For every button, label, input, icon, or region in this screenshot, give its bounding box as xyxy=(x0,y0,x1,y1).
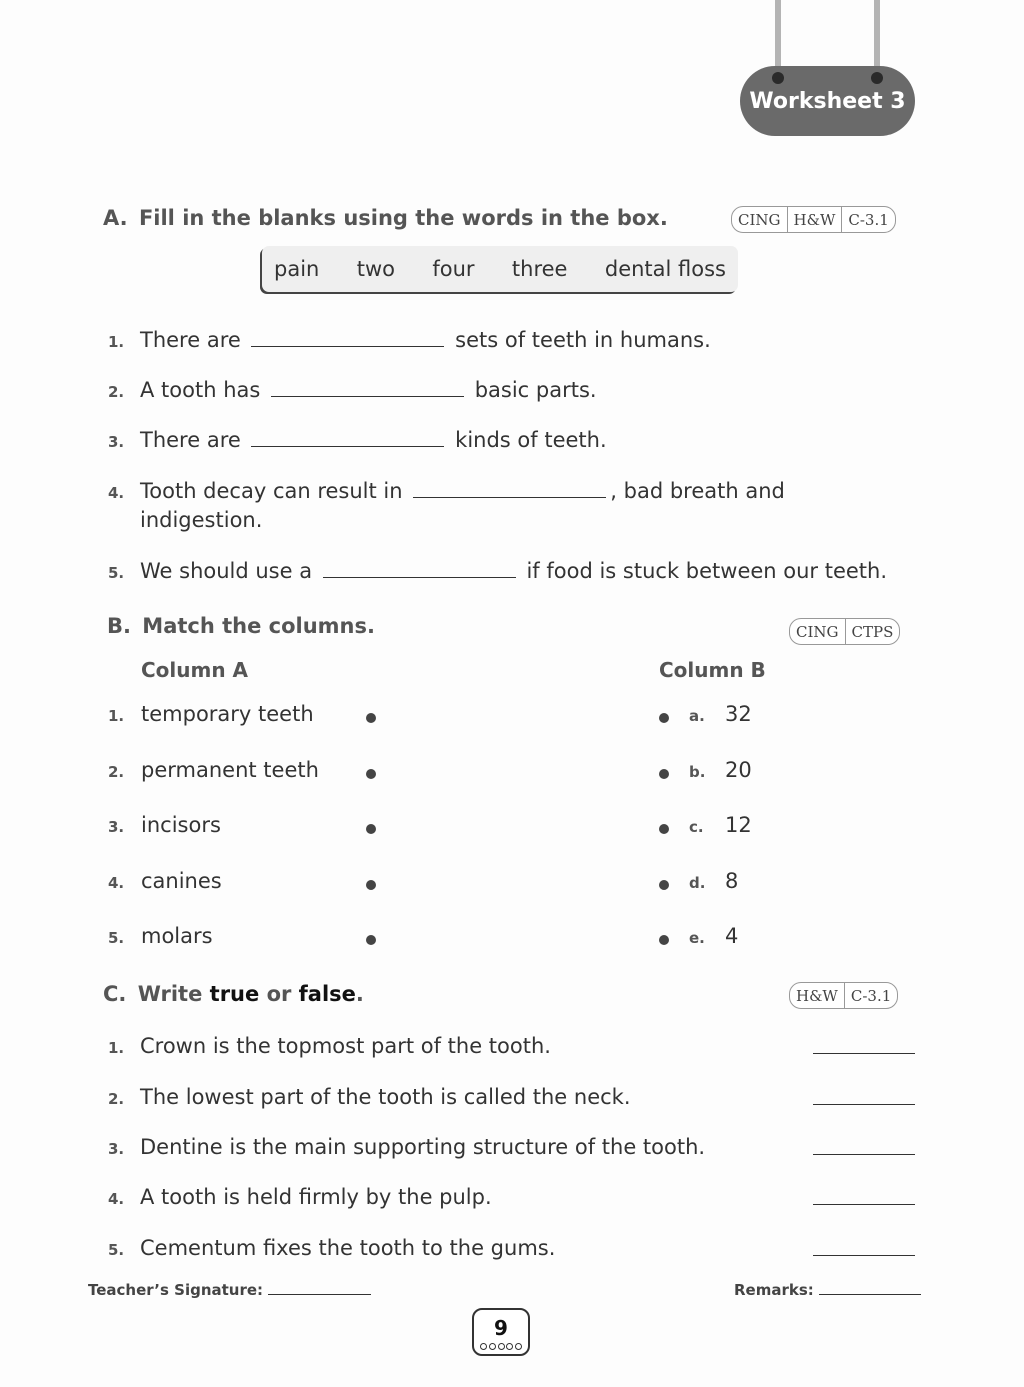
column-a-item: canines xyxy=(141,869,222,893)
badge-c31: C-3.1 xyxy=(841,207,894,232)
badge-hw: H&W xyxy=(787,207,842,232)
column-a-item: incisors xyxy=(141,813,221,837)
badge-cing: CING xyxy=(738,210,781,229)
teacher-signature-line[interactable] xyxy=(268,1280,371,1295)
true-false-question xyxy=(108,1082,631,1114)
question-text-after: basic parts. xyxy=(474,378,597,402)
tag-string-left xyxy=(775,0,781,72)
fill-question xyxy=(108,325,711,357)
question-text-after: if food is stuck between our teeth. xyxy=(526,559,888,583)
teacher-signature-label: Teacher’s Signature: xyxy=(88,1281,264,1299)
section-b-title xyxy=(107,614,375,638)
section-c-period: . xyxy=(355,982,364,1006)
bead xyxy=(489,1343,496,1350)
fill-question xyxy=(108,375,597,407)
remarks xyxy=(734,1280,921,1299)
row-number: 4. xyxy=(108,874,125,892)
badge-cing: CING xyxy=(796,622,839,641)
section-b-heading: Match the columns. xyxy=(142,614,375,638)
answer-blank[interactable] xyxy=(323,557,516,578)
row-number: 5. xyxy=(108,929,125,947)
right-dot[interactable] xyxy=(659,713,669,723)
section-a-title xyxy=(103,206,668,230)
column-b-item: 12 xyxy=(725,813,752,837)
left-dot[interactable] xyxy=(366,824,376,834)
question-number: 2. xyxy=(108,1090,125,1108)
remarks-line[interactable] xyxy=(819,1280,921,1295)
question-text-before: We should use a xyxy=(140,559,313,583)
true-false-answer-line[interactable] xyxy=(813,1204,915,1205)
section-a-heading: Fill in the blanks using the words in the box. xyxy=(138,206,668,230)
section-c-letter: C. xyxy=(103,982,127,1006)
section-c-true: true xyxy=(209,982,260,1006)
tag-knob-left xyxy=(772,72,784,84)
section-a-badges xyxy=(731,206,896,233)
column-b-header: Column B xyxy=(659,658,766,682)
bead xyxy=(506,1343,513,1350)
true-false-question xyxy=(108,1031,551,1063)
question-number: 2. xyxy=(108,383,125,401)
tag-knob-right xyxy=(871,72,883,84)
section-a-letter: A. xyxy=(103,206,128,230)
match-row xyxy=(108,758,808,788)
section-b-letter: B. xyxy=(107,614,131,638)
left-dot[interactable] xyxy=(366,880,376,890)
fill-question xyxy=(108,556,887,588)
question-text-before: A tooth has xyxy=(140,378,261,402)
row-letter: b. xyxy=(689,763,706,781)
section-c-write: Write xyxy=(137,982,203,1006)
word-two: two xyxy=(356,257,395,281)
right-dot[interactable] xyxy=(659,824,669,834)
question-text-before: Tooth decay can result in xyxy=(140,479,403,503)
row-number: 2. xyxy=(108,763,125,781)
match-row xyxy=(108,869,808,899)
column-a-item: molars xyxy=(141,924,213,948)
statement-text: Cementum fixes the tooth to the gums. xyxy=(140,1236,556,1260)
row-letter: e. xyxy=(689,929,705,947)
bead xyxy=(480,1343,487,1350)
section-c-false: false xyxy=(298,982,356,1006)
statement-text: Dentine is the main supporting structure of the tooth. xyxy=(140,1135,706,1159)
statement-text: Crown is the topmost part of the tooth. xyxy=(140,1034,551,1058)
question-text-before: There are xyxy=(140,328,241,352)
page-number: 9 xyxy=(494,1316,508,1340)
section-c-or: or xyxy=(266,982,292,1006)
row-letter: d. xyxy=(689,874,706,892)
fill-question xyxy=(108,476,785,508)
question-number: 3. xyxy=(108,433,125,451)
row-number: 3. xyxy=(108,818,125,836)
section-c-badges xyxy=(789,982,898,1009)
section-b-badges xyxy=(789,618,900,645)
question-text-after: sets of teeth in humans. xyxy=(455,328,711,352)
row-letter: a. xyxy=(689,707,705,725)
true-false-answer-line[interactable] xyxy=(813,1154,915,1155)
page-badge-beads xyxy=(480,1343,522,1350)
word-four: four xyxy=(432,257,475,281)
word-pain: pain xyxy=(274,257,320,281)
question-number: 5. xyxy=(108,564,125,582)
badge-ctps: CTPS xyxy=(845,619,900,644)
left-dot[interactable] xyxy=(366,935,376,945)
badge-c31: C-3.1 xyxy=(844,983,897,1008)
question-text-before: There are xyxy=(140,428,241,452)
statement-text: A tooth is held firmly by the pulp. xyxy=(140,1185,492,1209)
true-false-answer-line[interactable] xyxy=(813,1053,915,1054)
question-text-after: kinds of teeth. xyxy=(455,428,607,452)
answer-blank[interactable] xyxy=(271,376,464,397)
match-row xyxy=(108,813,808,843)
true-false-question xyxy=(108,1233,555,1265)
left-dot[interactable] xyxy=(366,713,376,723)
true-false-answer-line[interactable] xyxy=(813,1255,915,1256)
bead xyxy=(498,1343,505,1350)
true-false-question xyxy=(108,1132,705,1164)
statement-text: The lowest part of the tooth is called the neck. xyxy=(140,1085,631,1109)
bead xyxy=(515,1343,522,1350)
match-row xyxy=(108,702,808,732)
row-letter: c. xyxy=(689,818,704,836)
section-c-title xyxy=(103,982,364,1006)
fill-question-continuation xyxy=(140,505,262,535)
column-a-item: permanent teeth xyxy=(141,758,319,782)
badge-hw: H&W xyxy=(796,986,838,1005)
word-dental-floss: dental floss xyxy=(604,257,726,281)
column-a-header: Column A xyxy=(141,658,249,682)
answer-blank[interactable] xyxy=(251,326,444,347)
teacher-signature xyxy=(88,1280,371,1299)
question-number: 4. xyxy=(108,1190,125,1208)
right-dot[interactable] xyxy=(659,769,669,779)
worksheet-label: Worksheet 3 xyxy=(749,88,906,114)
true-false-answer-line[interactable] xyxy=(813,1104,915,1105)
question-text-after: , bad breath and xyxy=(610,479,785,503)
word-box xyxy=(262,246,738,292)
column-b-item: 8 xyxy=(725,869,739,893)
question-number: 1. xyxy=(108,333,125,351)
column-b-item: 4 xyxy=(725,924,739,948)
question-number: 5. xyxy=(108,1241,125,1259)
column-b-item: 20 xyxy=(725,758,752,782)
answer-blank[interactable] xyxy=(413,477,606,498)
tag-string-right xyxy=(874,0,880,72)
answer-blank[interactable] xyxy=(251,426,444,447)
question-number: 1. xyxy=(108,1039,125,1057)
question-number: 3. xyxy=(108,1140,125,1158)
right-dot[interactable] xyxy=(659,935,669,945)
fill-question xyxy=(108,425,607,457)
column-b-item: 32 xyxy=(725,702,752,726)
match-row xyxy=(108,924,808,954)
question-continuation: indigestion. xyxy=(140,508,263,532)
word-three: three xyxy=(511,257,568,281)
row-number: 1. xyxy=(108,707,125,725)
column-a-item: temporary teeth xyxy=(141,702,314,726)
left-dot[interactable] xyxy=(366,769,376,779)
question-number: 4. xyxy=(108,484,125,502)
remarks-label: Remarks: xyxy=(734,1281,814,1299)
true-false-question xyxy=(108,1182,492,1214)
page-number-badge xyxy=(472,1308,530,1356)
right-dot[interactable] xyxy=(659,880,669,890)
worksheet-tag xyxy=(740,66,915,136)
